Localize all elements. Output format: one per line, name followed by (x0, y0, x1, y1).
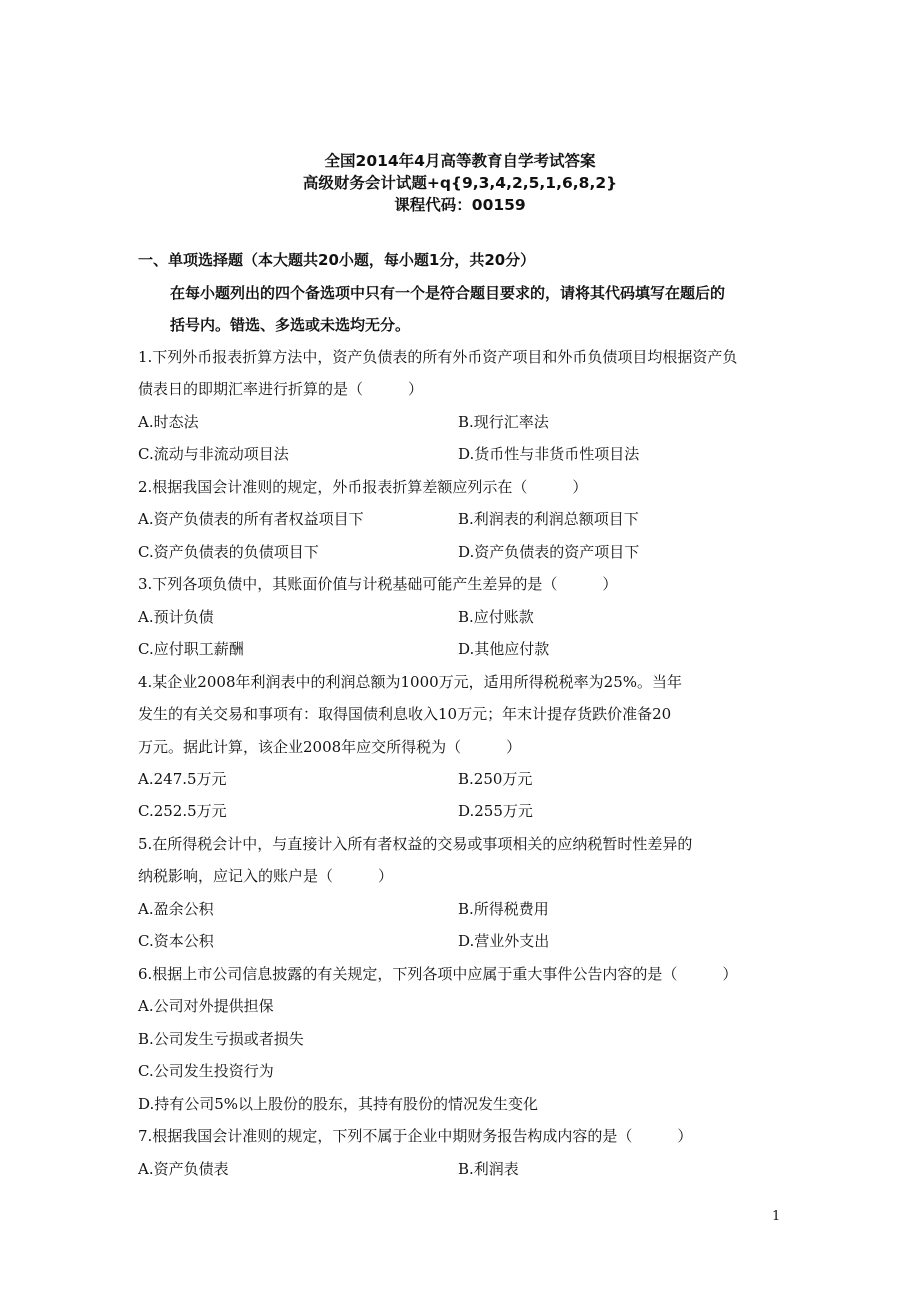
instruction-line-1: 在每小题列出的四个备选项中只有一个是符合题目要求的，请将其代码填写在题后的 (170, 284, 726, 302)
question-6-line-1: 6.根据上市公司信息披露的有关规定，下列各项中应属于重大事件公告内容的是（ ） (138, 965, 738, 983)
question-1-option-d: D.货币性与非货币性项目法 (458, 445, 640, 463)
question-1-option-c: C.流动与非流动项目法 (138, 445, 289, 463)
question-5-line-1: 5.在所得税会计中，与直接计入所有者权益的交易或事项相关的应纳税暂时性差异的 (138, 835, 693, 853)
question-1-option-a: A.时态法 (138, 413, 199, 431)
document-title: 全国2014年4月高等教育自学考试答案 (324, 152, 596, 170)
question-2-option-c: C.资产负债表的负债项目下 (138, 543, 319, 561)
question-4-option-a: A.247.5万元 (138, 770, 227, 788)
question-6-option-d: D.持有公司5%以上股份的股东，其持有股份的情况发生变化 (138, 1095, 539, 1113)
question-4-option-d: D.255万元 (458, 802, 533, 820)
question-5-option-a: A.盈余公积 (138, 900, 214, 918)
question-3-option-a: A.预计负债 (138, 608, 214, 626)
question-3-option-d: D.其他应付款 (458, 640, 550, 658)
question-4-option-c: C.252.5万元 (138, 802, 227, 820)
section-heading: 一、单项选择题（本大题共20小题，每小题1分，共20分） (138, 251, 536, 269)
question-5-option-b: B.所得税费用 (458, 900, 549, 918)
question-6-option-c: C.公司发生投资行为 (138, 1062, 274, 1080)
question-5-option-c: C.资本公积 (138, 932, 214, 950)
question-2-option-a: A.资产负债表的所有者权益项目下 (138, 510, 364, 528)
question-3-option-c: C.应付职工薪酬 (138, 640, 244, 658)
question-2-line-1: 2.根据我国会计准则的规定，外币报表折算差额应列示在（ ） (138, 478, 588, 496)
course-code: 课程代码：00159 (394, 196, 526, 214)
question-6-option-a: A.公司对外提供担保 (138, 997, 274, 1015)
question-2-option-d: D.资产负债表的资产项目下 (458, 543, 640, 561)
question-4-line-1: 4.某企业2008年利润表中的利润总额为1000万元，适用所得税税率为25%。当年 (138, 673, 683, 691)
question-5-option-d: D.营业外支出 (458, 932, 550, 950)
question-4-line-2: 发生的有关交易和事项有：取得国债利息收入10万元；年末计提存货跌价准备20 (138, 705, 672, 723)
question-3-line-1: 3.下列各项负债中，其账面价值与计税基础可能产生差异的是（ ） (138, 575, 618, 593)
question-1-option-b: B.现行汇率法 (458, 413, 549, 431)
question-6-option-b: B.公司发生亏损或者损失 (138, 1030, 304, 1048)
document-subtitle: 高级财务会计试题+q{9,3,4,2,5,1,6,8,2} (302, 174, 618, 192)
question-7-line-1: 7.根据我国会计准则的规定，下列不属于企业中期财务报告构成内容的是（ ） (138, 1127, 693, 1145)
question-1-line-1: 1.下列外币报表折算方法中，资产负债表的所有外币资产项目和外币负债项目均根据资产负 (138, 348, 738, 366)
question-4-option-b: B.250万元 (458, 770, 533, 788)
question-3-option-b: B.应付账款 (458, 608, 534, 626)
question-2-option-b: B.利润表的利润总额项目下 (458, 510, 639, 528)
instruction-line-2: 括号内。错选、多选或未选均无分。 (170, 316, 411, 334)
question-7-option-b: B.利润表 (458, 1160, 519, 1178)
question-7-option-a: A.资产负债表 (138, 1160, 229, 1178)
page-number: 1 (772, 1209, 781, 1224)
question-1-line-2: 债表日的即期汇率进行折算的是（ ） (138, 380, 424, 398)
question-4-line-3: 万元。据此计算，该企业2008年应交所得税为（ ） (138, 738, 522, 756)
question-5-line-2: 纳税影响，应记入的账户是（ ） (138, 867, 394, 885)
